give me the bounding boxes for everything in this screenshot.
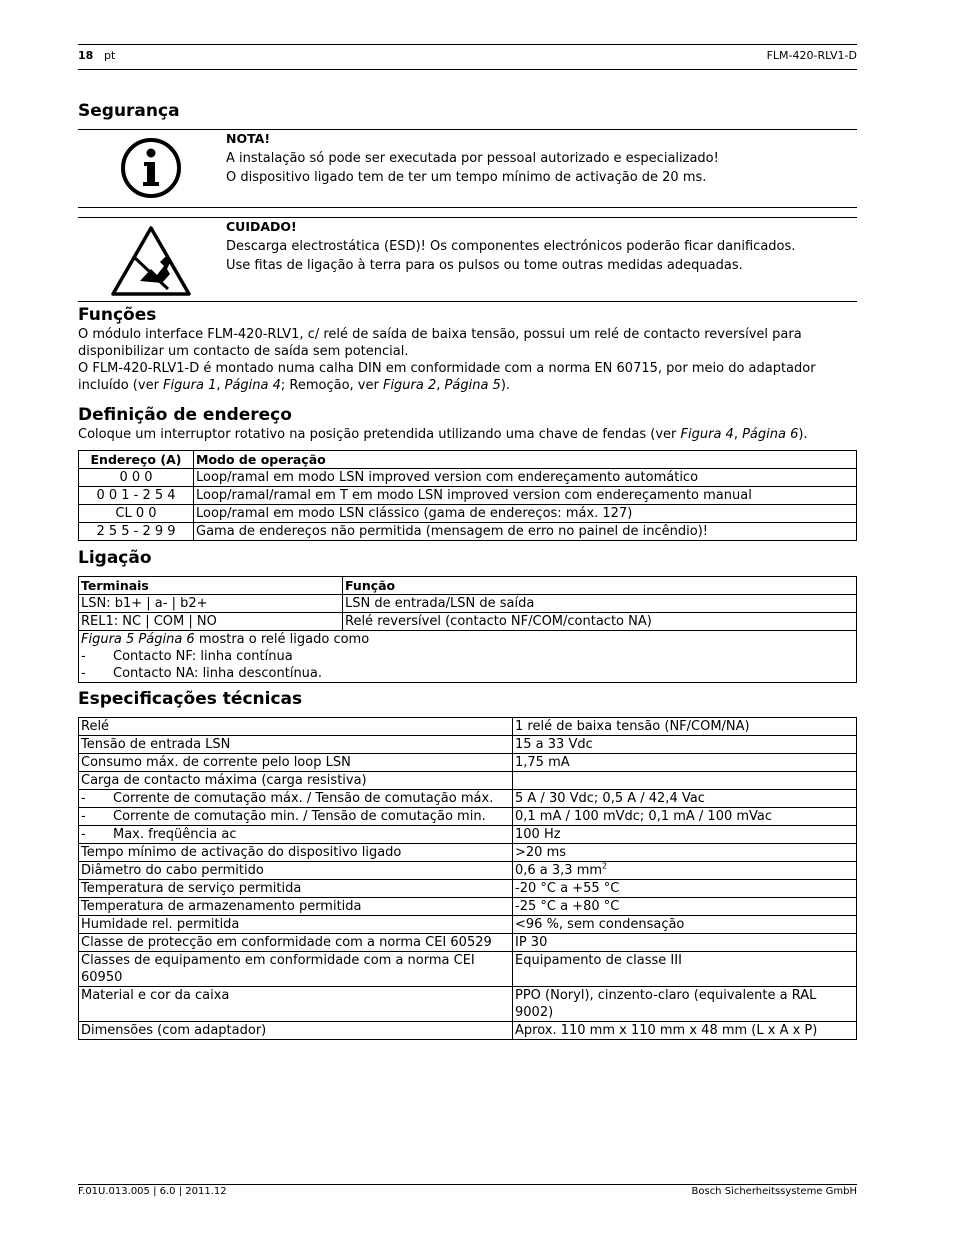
figure-ref: Figura 2 <box>382 378 437 393</box>
section-title-endereco: Definição de endereço <box>78 405 292 425</box>
spec-value: >20 ms <box>513 844 857 862</box>
doc-id: FLM-420-RLV1-D <box>766 49 857 62</box>
nota-box <box>78 131 857 187</box>
spec-value: 15 a 33 Vdc <box>513 736 857 754</box>
spec-label: - Corrente de comutação min. / Tensão de comutação min. <box>79 808 513 826</box>
spec-value: 0,6 a 3,3 $mm^2$ <box>513 862 857 880</box>
table-row <box>79 1022 857 1040</box>
footer-rule <box>78 1184 857 1185</box>
spec-label: Relé <box>79 718 513 736</box>
cuidado-box <box>78 219 857 275</box>
column-header: Terminais <box>79 577 343 595</box>
table-row <box>79 862 857 880</box>
column-header: Modo de operação <box>194 451 857 469</box>
table-row <box>79 898 857 916</box>
table-cell: Loop/ramal em modo LSN improved version com endereçamento automático <box>194 469 857 487</box>
table-cell: Loop/ramal em modo LSN clássico (gama de endereços: máx. 127) <box>194 505 857 523</box>
table-cell: Relé reversível (contacto NF/COM/contacto NA) <box>343 613 857 631</box>
table-cell: Loop/ramal/ramal em T em modo LSN improved version com endereçamento manual <box>194 487 857 505</box>
cuidado-line: Descarga electrostática (ESD)! Os componentes electrónicos poderão ficar danificados. <box>226 239 796 254</box>
funcoes-paragraph-1: O módulo interface FLM-420-RLV1, c/ relé de saída de baixa tensão, possui um relé de contacto reversível para disponibilizar um contacto de saída sem potencial. <box>78 327 802 359</box>
table-cell: 0 0 0 <box>79 469 194 487</box>
spec-label: Dimensões (com adaptador) <box>79 1022 513 1040</box>
cuidado-line: Use fitas de ligação à terra para os pulsos ou tome outras medidas adequadas. <box>226 258 743 273</box>
section-title-ligacao: Ligação <box>78 548 152 568</box>
spec-label: Tempo mínimo de activação do dispositivo ligado <box>79 844 513 862</box>
list-item: - Contacto NF: linha contínua <box>81 649 293 664</box>
table-row <box>79 469 857 487</box>
table-row <box>79 808 857 826</box>
spec-value: 1 relé de baixa tensão (NF/COM/NA) <box>513 718 857 736</box>
spec-value: -25 °C a +80 °C <box>513 898 857 916</box>
table-row <box>79 613 857 631</box>
table-row <box>79 772 857 790</box>
cuidado-top-rule <box>78 217 857 218</box>
table-row <box>79 595 857 613</box>
spec-value: 1,75 mA <box>513 754 857 772</box>
page-number: 18 <box>78 49 94 62</box>
address-table <box>78 450 857 541</box>
figure-ref: Figura 1 <box>163 378 217 393</box>
spec-value: Equipamento de classe III <box>513 952 857 987</box>
table-row <box>79 754 857 772</box>
specs-table <box>78 717 857 1040</box>
spec-label: Carga de contacto máxima (carga resistiva) <box>79 772 513 790</box>
section-title-funcoes: Funções <box>78 305 157 325</box>
spec-value: 0,1 mA / 100 mVdc; 0,1 mA / 100 mVac <box>513 808 857 826</box>
connection-note: Figura 5 Página 6 mostra o relé ligado como - Contacto NF: linha contínua - Contacto NA: linha descontínua. <box>79 631 857 683</box>
list-item: - Contacto NA: linha descontínua. <box>81 666 323 681</box>
table-row <box>79 487 857 505</box>
table-cell: Gama de endereços não permitida (mensagem de erro no painel de incêndio)! <box>194 523 857 541</box>
table-cell: 0 0 1 - 2 5 4 <box>79 487 194 505</box>
table-cell: REL1: NC | COM | NO <box>79 613 343 631</box>
table-cell: 2 5 5 - 2 9 9 <box>79 523 194 541</box>
spec-value: 100 Hz <box>513 826 857 844</box>
table-cell: LSN de entrada/LSN de saída <box>343 595 857 613</box>
spec-label: Temperatura de serviço permitida <box>79 880 513 898</box>
footer-doc-info: F.01U.013.005 | 6.0 | 2011.12 <box>78 1186 227 1197</box>
spec-value <box>513 772 857 790</box>
spec-label: Consumo máx. de corrente pelo loop LSN <box>79 754 513 772</box>
spec-label: Classes de equipamento em conformidade com a norma CEI 60950 <box>79 952 513 987</box>
page-ref: Página 5 <box>444 378 501 393</box>
spec-value: <96 %, sem condensação <box>513 916 857 934</box>
figure-ref: Figura 4 <box>680 427 734 442</box>
table-row <box>79 631 857 683</box>
funcoes-paragraph-2: O FLM-420-RLV1-D é montado numa calha DIN em conformidade com a norma EN 60715, por meio do adaptador incluído (ver Figura 1, Página 4; Remoção, ver Figura 2, Página 5). <box>78 361 816 393</box>
spec-value: IP 30 <box>513 934 857 952</box>
spec-label: Temperatura de armazenamento permitida <box>79 898 513 916</box>
spec-label: Diâmetro do cabo permitido <box>79 862 513 880</box>
spec-label: Classe de protecção em conformidade com a norma CEI 60529 <box>79 934 513 952</box>
spec-label: Humidade rel. permitida <box>79 916 513 934</box>
header-top-rule <box>78 44 857 45</box>
figure-ref: Figura 5 Página 6 <box>81 632 195 647</box>
section-title-seguranca: Segurança <box>78 101 180 121</box>
nota-label: NOTA! <box>226 131 271 146</box>
spec-label: - Corrente de comutação máx. / Tensão de comutação máx. <box>79 790 513 808</box>
page-ref: Página 6 <box>742 427 799 442</box>
table-row <box>79 523 857 541</box>
table-row <box>79 952 857 987</box>
nota-bottom-rule <box>78 207 857 208</box>
language-code: pt <box>104 49 116 62</box>
table-cell: CL 0 0 <box>79 505 194 523</box>
endereco-paragraph: Coloque um interruptor rotativo na posição pretendida utilizando uma chave de fendas (ver Figura 4, Página 6). <box>78 427 808 442</box>
page-ref: Página 4 <box>224 378 281 393</box>
spec-value: -20 °C a +55 °C <box>513 880 857 898</box>
spec-label: Material e cor da caixa <box>79 987 513 1022</box>
column-header: Endereço (A) <box>79 451 194 469</box>
nota-top-rule <box>78 129 857 130</box>
table-row <box>79 736 857 754</box>
table-row <box>79 987 857 1022</box>
table-row <box>79 826 857 844</box>
table-row <box>79 718 857 736</box>
nota-line: A instalação só pode ser executada por pessoal autorizado e especializado! <box>226 151 719 166</box>
section-title-especificacoes: Especificações técnicas <box>78 689 303 709</box>
spec-label: - Max. freqüência ac <box>79 826 513 844</box>
spec-value: 5 A / 30 Vdc; 0,5 A / 42,4 Vac <box>513 790 857 808</box>
table-row <box>79 916 857 934</box>
column-header: Função <box>343 577 857 595</box>
table-header-row <box>79 451 857 469</box>
table-row <box>79 880 857 898</box>
table-row <box>79 790 857 808</box>
footer-company: Bosch Sicherheitssysteme GmbH <box>691 1186 857 1197</box>
table-row <box>79 934 857 952</box>
spec-value: Aprox. 110 mm x 110 mm x 48 mm (L x A x P) <box>513 1022 857 1040</box>
cuidado-label: CUIDADO! <box>226 219 297 234</box>
connection-table <box>78 576 857 683</box>
header-bottom-rule <box>78 69 857 70</box>
spec-value: PPO (Noryl), cinzento-claro (equivalente a RAL 9002) <box>513 987 857 1022</box>
table-row <box>79 844 857 862</box>
table-cell: LSN: b1+ | a- | b2+ <box>79 595 343 613</box>
table-header-row <box>79 577 857 595</box>
table-row <box>79 505 857 523</box>
nota-line: O dispositivo ligado tem de ter um tempo mínimo de activação de 20 ms. <box>226 170 707 185</box>
cuidado-bottom-rule <box>78 301 857 302</box>
spec-label: Tensão de entrada LSN <box>79 736 513 754</box>
